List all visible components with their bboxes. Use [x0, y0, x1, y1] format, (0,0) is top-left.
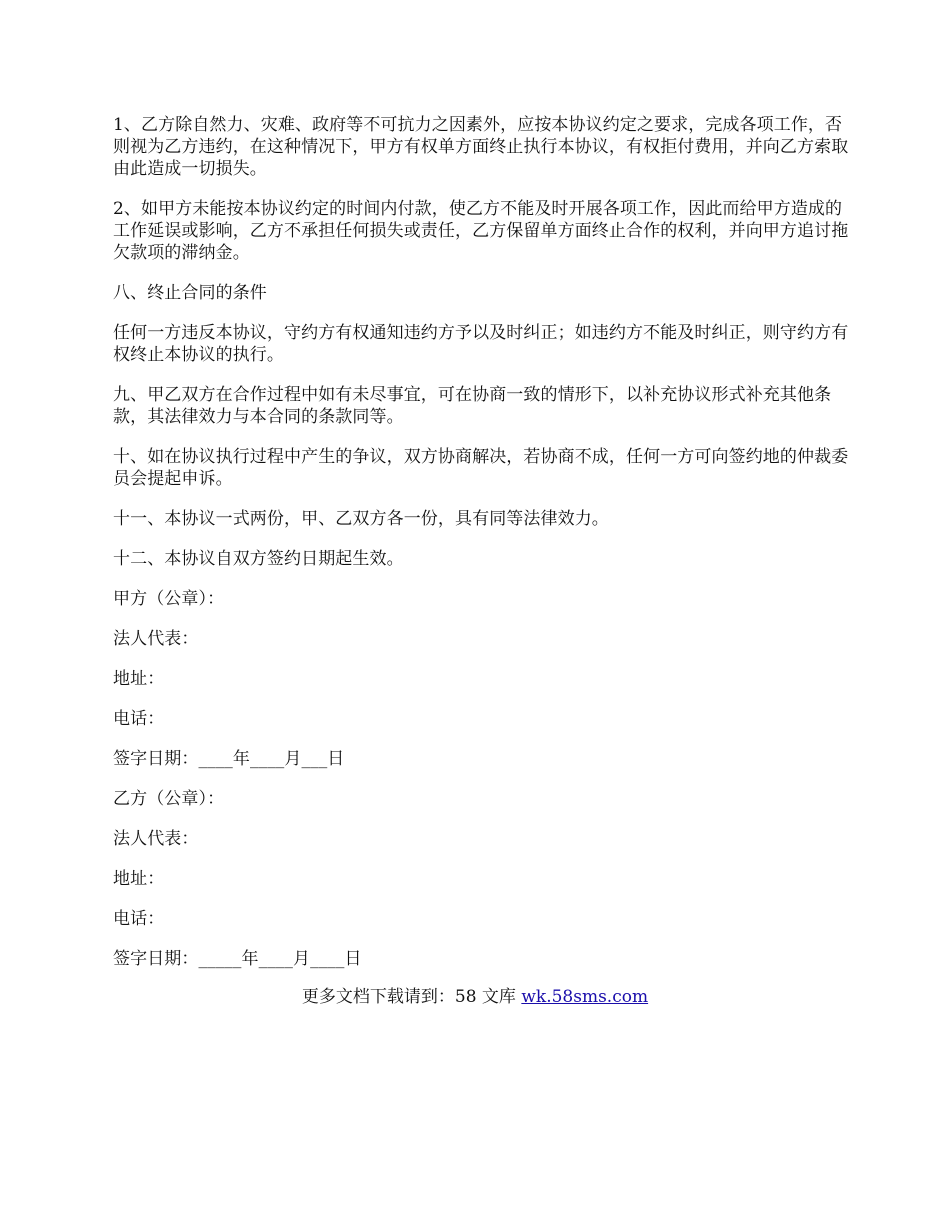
download-footer — [0, 986, 950, 1008]
party-a-phone-label: 电话： — [113, 709, 165, 729]
party-a-address-label: 地址： — [113, 669, 165, 689]
footer-link[interactable]: wk.58sms.com — [521, 987, 649, 1007]
party-b-phone-label: 电话： — [113, 909, 165, 929]
clause-termination: 任何一方违反本协议，守约方有权通知违约方予以及时纠正；如违约方不能及时纠正，则守约方有权终止本协议的执行。 — [113, 323, 849, 365]
party-a-representative-label: 法人代表： — [113, 629, 199, 649]
clause-effective: 十二、本协议自双方签约日期起生效。 — [113, 549, 404, 569]
clause-breach-party-b: 1、乙方除自然力、灾难、政府等不可抗力之因素外，应按本协议约定之要求，完成各项工作，否则视为乙方违约，在这种情况下，甲方有权单方面终止执行本协议，有权拒付费用，并向乙方索取由此造成一切损失。 — [113, 115, 849, 179]
document-body — [113, 114, 853, 988]
party-b-representative-label: 法人代表： — [113, 829, 199, 849]
section-heading-termination: 八、终止合同的条件 — [113, 283, 267, 303]
clause-copies: 十一、本协议一式两份，甲、乙双方各一份，具有同等法律效力。 — [113, 509, 609, 529]
party-b-address-label: 地址： — [113, 869, 165, 889]
clause-supplementary: 九、甲乙双方在合作过程中如有未尽事宜，可在协商一致的情形下，以补充协议形式补充其他条款，其法律效力与本合同的条款同等。 — [113, 385, 832, 427]
clause-breach-party-a: 2、如甲方未能按本协议约定的时间内付款，使乙方不能及时开展各项工作，因此而给甲方造成的工作延误或影响，乙方不承担任何损失或责任，乙方保留单方面终止合作的权利，并向甲方追讨拖欠款项的滞纳金。 — [113, 199, 849, 263]
party-b-sign-date: 签字日期：_____年____月____日 — [113, 949, 362, 969]
party-b-seal-label: 乙方（公章）： — [113, 789, 225, 809]
party-a-sign-date: 签字日期：____年____月___日 — [113, 749, 345, 769]
party-a-seal-label: 甲方（公章）： — [113, 589, 225, 609]
clause-dispute: 十、如在协议执行过程中产生的争议，双方协商解决，若协商不成，任何一方可向签约地的仲裁委员会提起申诉。 — [113, 447, 849, 489]
footer-prefix: 更多文档下载请到：58 文库 — [301, 987, 522, 1007]
